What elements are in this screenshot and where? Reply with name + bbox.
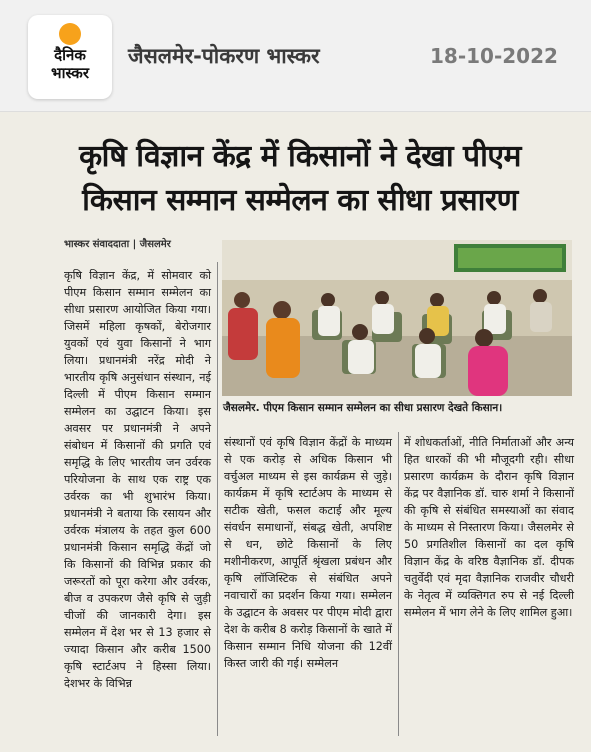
edition-date: 18-10-2022 (430, 44, 558, 68)
sun-icon (59, 23, 81, 45)
app-header (0, 0, 591, 112)
article-column-2: संस्थानों एवं कृषि विज्ञान केंद्रों के माध्यम से एक करोड़ से अधिक किसान भी वर्चुअल माध्यम से इस कार्यक्रम से जुड़े। कार्यक्रम में कृषि स्टार्टअप के माध्यम से सटीक खेती, फसल कटाई और मूल्य संवर्धन समाधानों, संबद्ध खेती, अपशिष्ट से धन, छोटे किसानों के लिए मशीनीकरण, आपूर्ति श्रृंखला प्रबंधन और कृषि लॉजिस्टिक से संबंधित अपने नवाचारों का प्रदर्शन किया गया। सम्मेलन के उद्घाटन के अवसर पर पीएम मोदी द्वारा देश के करीब 8 करोड़ किसानों के खाते में किसान सम्मान निधि योजना की 12वीं किस्त जारी की गई। सम्मेलन (224, 436, 392, 670)
headline-line2: किसान सम्मान सम्मेलन का सीधा प्रसारण (82, 183, 518, 218)
article-headline (30, 135, 570, 223)
column-divider (217, 262, 218, 736)
edition-title: जैसलमेर-पोकरण भास्कर (128, 44, 320, 68)
headline-line1: कृषि विज्ञान केंद्र में किसानों ने देखा पीएम (79, 139, 521, 174)
article-column-3: में शोधकर्ताओं, नीति निर्माताओं और अन्य हित धारकों की भी मौजूदगी रही। सीधा प्रसारण कार्यक्रम के दौरान कृषि विज्ञान केंद्र पर वैज्ञानिक डॉ. चारु शर्मा ने किसानों की कृषि से संबंधित समस्याओं का संवाद के माध्यम से निस्तारण किया। जैसलमेर से 50 प्रगतिशील किसानों का दल कृषि विज्ञान केंद्र के वरिष्ठ वैज्ञानिक डॉ. दीपक चतुर्वेदी एवं मृदा वैज्ञानिक राजवीर चौधरी के नेतृत्व में व्यक्तिगत रुप से नई दिल्ली सम्मेलन में भाग लेने के लिए शामिल हुआ। (404, 436, 574, 619)
article-byline: भास्कर संवाददाता | जैसलमेर (64, 239, 171, 250)
column-divider (398, 432, 399, 736)
farmers-photo-illustration (222, 240, 572, 396)
logo-line1: दैनिक (54, 46, 86, 64)
article-photo (222, 240, 572, 396)
article-column-1: कृषि विज्ञान केंद्र, में सोमवार को पीएम किसान सम्मान सम्मेलन का सीधा प्रसारण आयोजित किया गया। जिसमें महिला कृषकों, बेरोजगार युवकों एवं युवा किसानों ने भाग लिया। प्रधानमंत्री नरेंद्र मोदी ने भारतीय कृषि अनुसंधान संस्थान, नई दिल्ली में पीएम किसान सम्मान सम्मेलन का उद्घाटन किया। इस अवसर पर प्रधानमंत्री ने अपने संबोधन में किसानों की प्रगति एवं समृद्धि के लिए भारतीय जन उर्वरक परियोजना के साथ एक राष्ट्र एक उर्वरक का भी शुभारंभ किया। प्रधानमंत्री ने बताया कि रसायन और उर्वरक मंत्रालय के तहत कुल 600 प्रधानमंत्री किसान समृद्धि केंद्रों जो कि किसानों की विभिन्न प्रकार की जरूरतों को पूरा करेगा और उर्वरक, बीज व उपकरण जैसे कृषि से जुड़ी चीजों की जानकारी देगा। इस सम्मेलन में देश भर से 13 हजार से ज्यादा किसान और करीब 1500 कृषि स्टार्टअप ने हिस्सा लिया। देशभर के विभिन्न (64, 269, 211, 690)
dainik-bhaskar-logo[interactable] (28, 15, 112, 99)
photo-caption: जैसलमेर. पीएम किसान सम्मान सम्मेलन का सीधा प्रसारण देखते किसान। (223, 402, 503, 414)
logo-line2: भास्कर (51, 64, 89, 82)
